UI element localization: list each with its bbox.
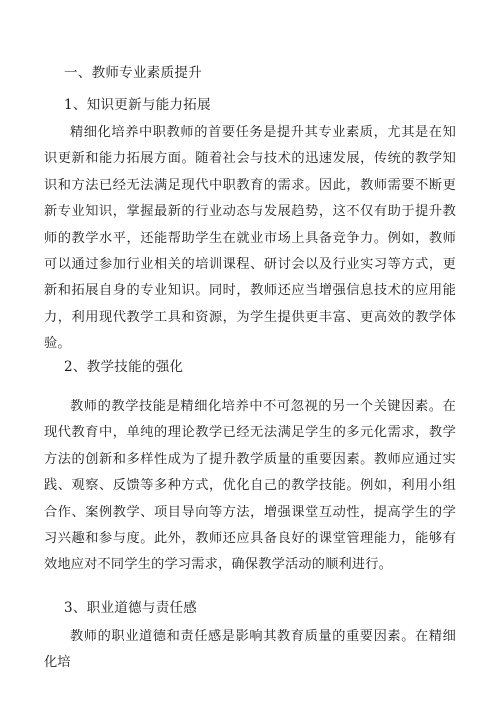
paragraph-teaching-skills: 教师的教学技能是精细化培养中不可忽视的另一个关键因素。在现代教育中，单纯的理论教学已经无法满足学生的多元化需求，教学方法的创新和多样性成为了提升教学质量的重要因素。教师应通过实践、观察、反馈等多种方式，优化自己的教学技能。例如，利用小组合作、案例教学、项目导向等方法，增强课堂互动性，提高学生的学习兴趣和参与度。此外，教师还应具备良好的课堂管理能力，能够有效地应对不同学生的学习需求，确保教学活动的顺利进行。 [44, 399, 456, 573]
subsection-title-3: 3、职业道德与责任感 [64, 600, 198, 616]
subsection-title-2: 2、教学技能的强化 [64, 359, 184, 375]
paragraph-professional-ethics: 教师的职业道德和责任感是影响其教育质量的重要因素。在精细化培 [44, 629, 456, 671]
subsection-title-1: 1、知识更新与能力拓展 [64, 97, 211, 113]
paragraph-knowledge-update: 精细化培养中职教师的首要任务是提升其专业素质，尤其是在知识更新和能力拓展方面。随着社会与技术的迅速发展，传统的教学知识和方法已经无法满足现代中职教育的需求。因此，教师需要不断更新专业知识，掌握最新的行业动态与发展趋势，这不仅有助于提升教师的教学水平，还能帮助学生在就业市场上具备竞争力。例如，教师可以通过参加行业相关的培训课程、研讨会以及行业实习等方式，更新和拓展自身的专业知识。同时，教师还应当增强信息技术的应用能力，利用现代教学工具和资源，为学生提供更丰富、更高效的教学体验。 [44, 125, 456, 352]
section-title: 一、教师专业素质提升 [64, 65, 202, 81]
